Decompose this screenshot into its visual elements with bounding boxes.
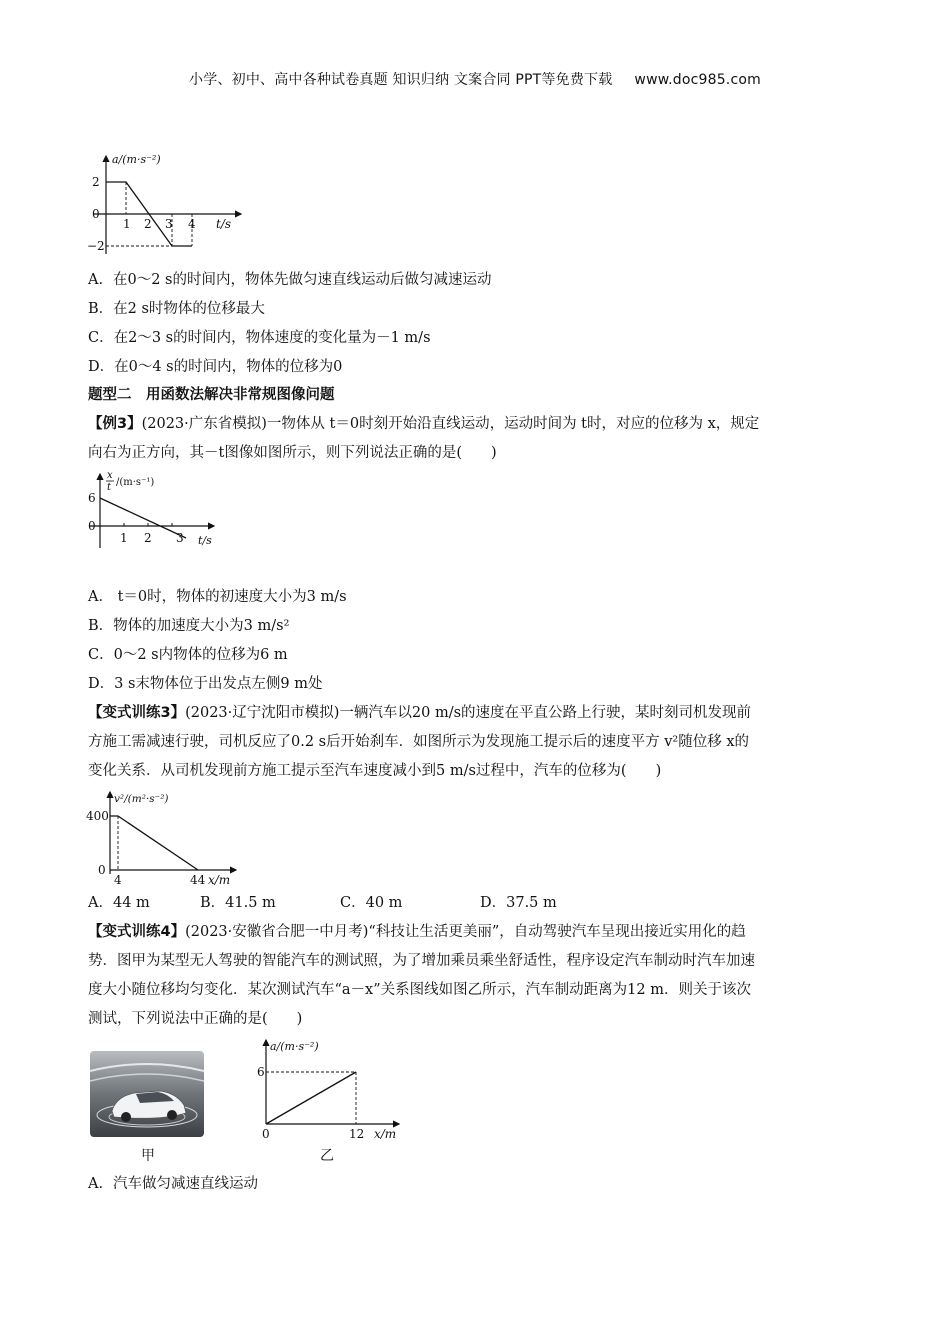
variant3-tag: 【变式训练3】 <box>88 705 186 721</box>
variant3-option-a: A．44 m <box>88 895 150 911</box>
x-axis-label: t/s <box>216 217 232 231</box>
xtick: 44 <box>190 873 206 887</box>
xtick: 1 <box>123 217 131 231</box>
xtick: 3 <box>165 217 173 231</box>
ytick: 0 <box>98 863 106 877</box>
variant3-options <box>88 893 557 913</box>
graph-v2-x <box>86 788 246 888</box>
graph-caption: 乙 <box>320 1148 334 1164</box>
ytick: 2 <box>92 175 100 189</box>
variant4-line2: 势．图甲为某型无人驾驶的智能汽车的测试照，为了增加乘员乘坐舒适性，程序设定汽车制动时汽车加速 <box>88 953 755 969</box>
y-axis-label: a/(m·s⁻²) <box>270 1040 319 1053</box>
xtick: 3 <box>176 531 184 545</box>
header-text: 小学、初中、高中各种试卷真题 知识归纳 文案合同 PPT等免费下载 <box>189 72 613 88</box>
x-axis-label: t/s <box>198 534 212 547</box>
option-b: B．在2 s时物体的位移最大 <box>88 301 265 317</box>
graph-xt-t <box>86 470 226 550</box>
xtick: 1 <box>120 531 128 545</box>
option-a: A．在0～2 s的时间内，物体先做匀速直线运动后做匀减速运动 <box>88 272 492 288</box>
car-illustration <box>90 1051 204 1137</box>
variant4-option-a: A．汽车做匀减速直线运动 <box>88 1176 258 1192</box>
example3-option-b: B．物体的加速度大小为3 m/s² <box>88 618 290 634</box>
variant4-line1: 【变式训练4】(2023·安徽省合肥一中月考)“科技让生活更美丽”，自动驾驶汽车呈现出接近实用化的趋 <box>88 924 746 940</box>
xtick: 2 <box>144 531 152 545</box>
ytick: 6 <box>257 1065 265 1079</box>
variant3-line2: 方施工需减速行驶，司机反应了0.2 s后开始刹车．如图所示为发现施工提示后的速度平方 v²随位移 x的 <box>88 734 750 750</box>
xtick: 4 <box>114 873 122 887</box>
page-header <box>0 69 950 89</box>
ytick: 0 <box>262 1127 270 1141</box>
variant4-line3: 度大小随位移均匀变化．某次测试汽车“a－x”关系图线如图乙所示，汽车制动距离为12 m．则关于该次 <box>88 982 751 998</box>
example3-option-d: D．3 s末物体位于出发点左侧9 m处 <box>88 676 323 692</box>
variant4-tag: 【变式训练4】 <box>88 924 186 940</box>
y-label-unit: /(m·s⁻¹) <box>116 477 155 488</box>
car-photo <box>90 1051 204 1137</box>
variant3-option-b: B．41.5 m <box>200 895 276 911</box>
photo-caption: 甲 <box>141 1148 155 1164</box>
example3-tag: 【例3】 <box>88 416 142 432</box>
variant3-option-d: D．37.5 m <box>480 895 557 911</box>
xtick: 12 <box>349 1127 365 1141</box>
example3-line1: 【例3】(2023·广东省模拟)一物体从 t＝0时刻开始沿直线运动，运动时间为 t时，对应的位移为 x，规定 <box>88 416 760 432</box>
ytick: 0 <box>88 519 96 533</box>
example3-option-a: A． t＝0时，物体的初速度大小为3 m/s <box>88 589 347 605</box>
graph-line <box>266 1072 356 1124</box>
ytick: −2 <box>87 239 105 253</box>
xtick: 4 <box>188 217 196 231</box>
variant4-line4: 测试，下列说法中正确的是( ) <box>88 1011 303 1027</box>
ytick: 0 <box>92 207 100 221</box>
variant3-option-c: C．40 m <box>340 895 403 911</box>
y-axis-label: v²/(m²·s⁻²) <box>114 793 169 805</box>
x-axis-label: x/m <box>208 873 231 887</box>
header-url[interactable]: www.doc985.com <box>634 72 761 88</box>
section-title: 题型二 用函数法解决非常规图像问题 <box>88 387 335 403</box>
x-axis-label: x/m <box>374 1127 397 1141</box>
variant3-line3: 变化关系．从司机发现前方施工提示至汽车速度减小到5 m/s过程中，汽车的位移为( ) <box>88 763 662 779</box>
graph-a-x <box>254 1034 404 1144</box>
example3-line2: 向右为正方向，其－t图像如图所示，则下列说法正确的是( ) <box>88 445 497 461</box>
ytick: 6 <box>88 491 96 505</box>
option-c: C．在2～3 s的时间内，物体速度的变化量为－1 m/s <box>88 330 431 346</box>
graph-line <box>100 498 186 538</box>
y-label-den: t <box>107 482 112 493</box>
option-d: D．在0～4 s的时间内，物体的位移为0 <box>88 359 343 375</box>
variant3-line1: 【变式训练3】(2023·辽宁沈阳市模拟)一辆汽车以20 m/s的速度在平直公路上行驶，某时刻司机发现前 <box>88 705 752 721</box>
y-axis-label: a/(m·s⁻²) <box>112 153 161 166</box>
y-label-num: x <box>107 470 113 481</box>
graph-line <box>110 816 198 870</box>
ytick: 400 <box>86 809 109 823</box>
xtick: 2 <box>144 217 152 231</box>
graph-a-t <box>86 150 246 260</box>
example3-option-c: C．0～2 s内物体的位移为6 m <box>88 647 288 663</box>
